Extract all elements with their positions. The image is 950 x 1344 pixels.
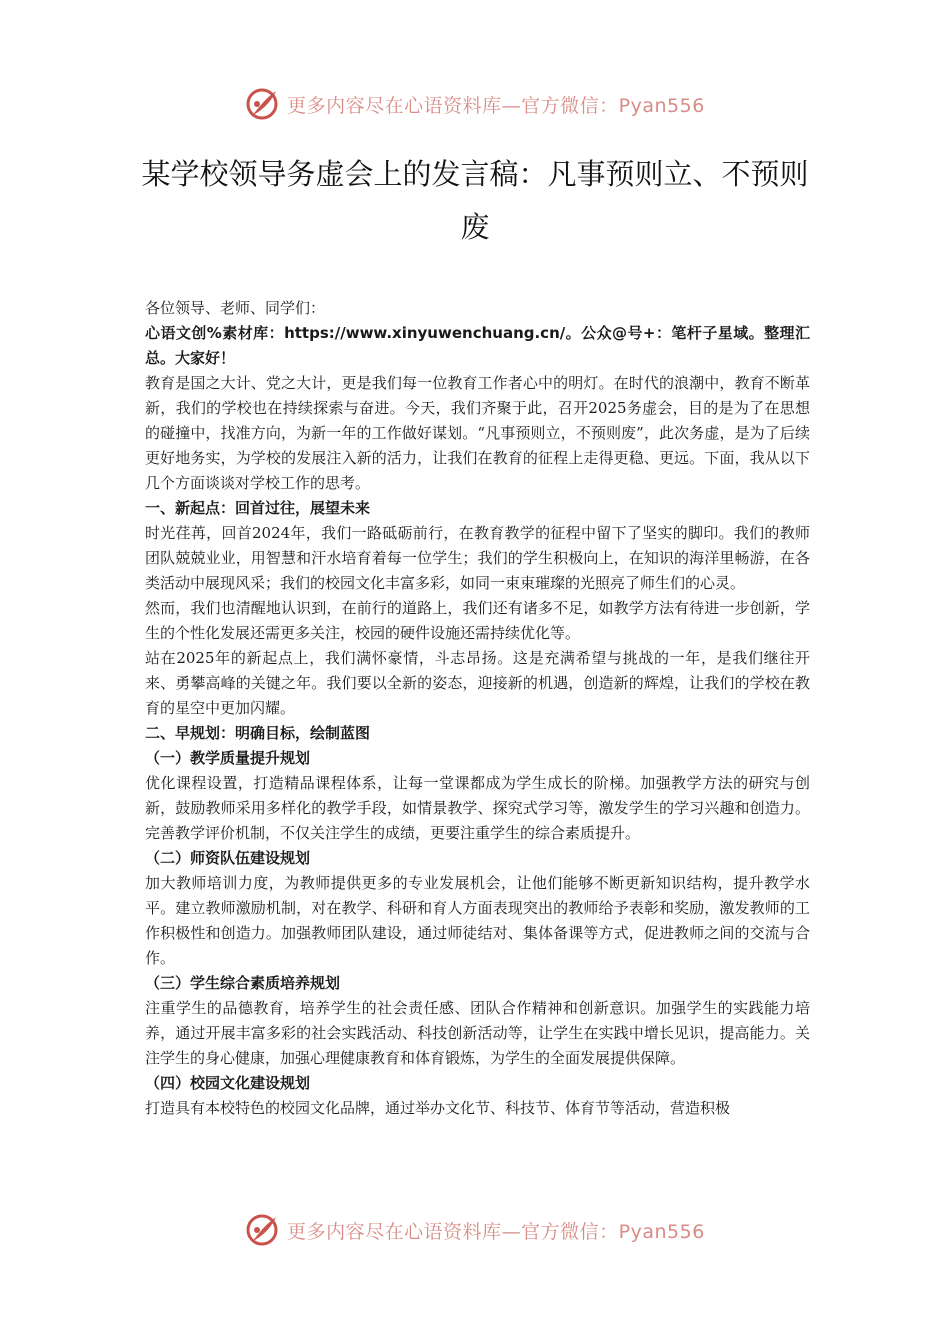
banner-text: 更多内容尽在心语资料库—官方微信：Pyan556: [287, 1220, 705, 1243]
section1-paragraph-2: 然而，我们也清醒地认识到，在前行的道路上，我们还有诸多不足，如教学方法有待进一步创新，学生的个性化发展还需更多关注，校园的硬件设施还需持续优化等。: [145, 599, 810, 642]
intro-paragraph: 教育是国之大计、党之大计，更是我们每一位教育工作者心中的明灯。在时代的浪潮中，教育不断革新，我们的学校也在持续探索与奋进。今天，我们齐聚于此，召开2025务虚会，目的是为了在思想的碰撞中，找准方向，为新一年的工作做好谋划。“凡事预则立，不预则废”，此次务虚，是为了后续更好地务实，为学校的发展注入新的活力，让我们在教育的征程上走得更稳、更远。下面，我从以下几个方面谈谈对学校工作的思考。: [145, 374, 810, 492]
subheading-campus-culture: （四）校园文化建设规划: [145, 1074, 311, 1092]
section1-heading: 一、新起点：回首过往，展望未来: [145, 499, 371, 517]
subheading-teacher-team: （二）师资队伍建设规划: [145, 849, 311, 867]
campus-culture-paragraph: 打造具有本校特色的校园文化品牌，通过举办文化节、科技节、体育节等活动，营造积极: [145, 1099, 731, 1117]
teacher-team-paragraph: 加大教师培训力度，为教师提供更多的专业发展机会，让他们能够不断更新知识结构，提升教学水平。建立教师激励机制，对在教学、科研和育人方面表现突出的教师给予表彰和奖励，激发教师的工作积极性和创造力。加强教师团队建设，通过师徒结对、集体备课等方式，促进教师之间的交流与合作。: [145, 874, 810, 967]
banner-wechat-id: Pyan556: [618, 1220, 705, 1243]
student-quality-paragraph: 注重学生的品德教育，培养学生的社会责任感、团队合作精神和创新意识。加强学生的实践能力培养，通过开展丰富多彩的社会实践活动、科技创新活动等，让学生在实践中增长见识，提高能力。关注学生的身心健康，加强心理健康教育和体育锻炼，为学生的全面发展提供保障。: [145, 999, 810, 1067]
greeting: 各位领导、老师、同学们：: [145, 299, 326, 317]
banner-wechat-id: Pyan556: [618, 94, 705, 117]
source-line: 心语文创%素材库：https://www.xinyuwenchuang.cn/。公众@号+：笔杆子星域。整理汇总。大家好！: [145, 324, 810, 367]
section1-paragraph-1: 时光荏苒，回首2024年，我们一路砥砺前行，在教育教学的征程中留下了坚实的脚印。我们的教师团队兢兢业业，用智慧和汗水培育着每一位学生；我们的学生积极向上，在知识的海洋里畅游，在各类活动中展现风采；我们的校园文化丰富多彩，如同一束束璀璨的光照亮了师生们的心灵。: [145, 524, 810, 592]
section1-paragraph-3: 站在2025年的新起点上，我们满怀豪情，斗志昂扬。这是充满希望与挑战的一年，是我们继往开来、勇攀高峰的关键之年。我们要以全新的姿态，迎接新的机遇，创造新的辉煌，让我们的学校在教育的星空中更加闪耀。: [145, 649, 810, 717]
page-title: 某学校领导务虚会上的发言稿：凡事预则立、不预则废: [141, 157, 809, 244]
quill-logo-icon: [245, 1213, 279, 1247]
footer-banner: [0, 1210, 950, 1250]
document-body: [145, 296, 810, 1121]
header-banner: [0, 84, 950, 124]
banner-text: 更多内容尽在心语资料库—官方微信：Pyan556: [287, 94, 705, 117]
subheading-teaching-quality: （一）教学质量提升规划: [145, 749, 311, 767]
teaching-quality-paragraph: 优化课程设置，打造精品课程体系，让每一堂课都成为学生成长的阶梯。加强教学方法的研究与创新，鼓励教师采用多样化的教学手段，如情景教学、探究式学习等，激发学生的学习兴趣和创造力。完善教学评价机制，不仅关注学生的成绩，更要注重学生的综合素质提升。: [145, 774, 810, 842]
section2-heading: 二、早规划：明确目标，绘制蓝图: [145, 724, 371, 742]
quill-logo-icon: [245, 87, 279, 121]
subheading-student-quality: （三）学生综合素质培养规划: [145, 974, 341, 992]
